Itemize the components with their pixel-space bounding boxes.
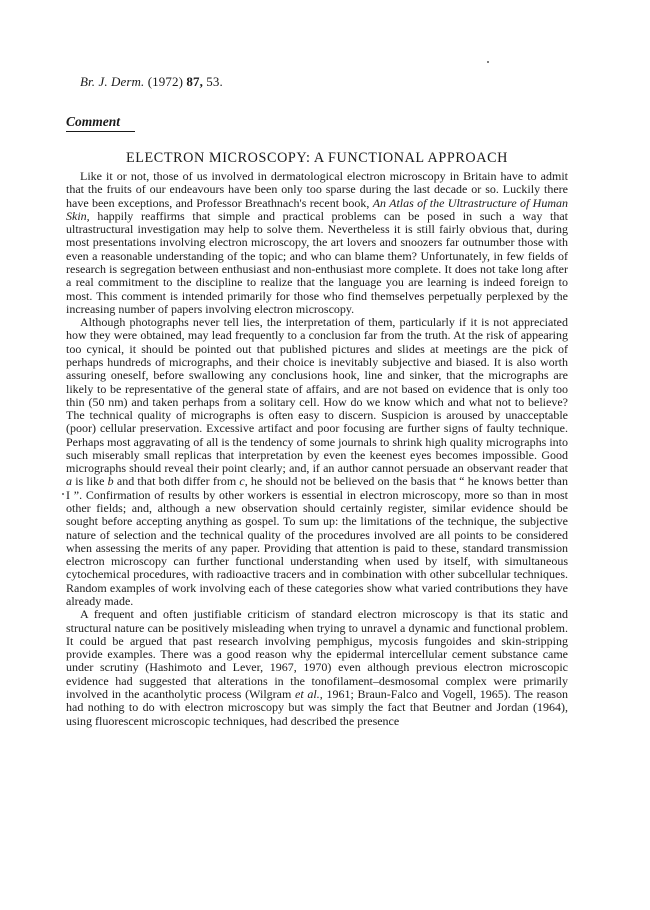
journal-abbrev: Br. J. Derm. (80, 74, 145, 89)
variable-b: b (107, 474, 114, 489)
article-body (66, 170, 568, 728)
section-label: Comment (66, 114, 121, 129)
speck-mark (487, 61, 489, 63)
citation-page: 53. (206, 74, 223, 89)
variable-a: a (66, 474, 72, 489)
paragraph-text: A frequent and often justifiable criticism of standard electron microscopy is that its static and structural nature can be positively misleading when trying to unravel a dynamic and functional problem. It could be argued that past research involving pemphigus, mycosis fungoides and skin-stripping provide examples. There was a good reason why the epidermal intercellular cement substance came under scrutiny (Hashimoto and Lever, 1967, 1970) even although previous electron microscopic evidence had suggested that alterations in the tonofilament–desmosomal complex were primarily involved in the acantholytic process (Wilgram (66, 607, 568, 701)
citation-volume: 87, (186, 74, 203, 89)
paragraph-text: Although photographs never tell lies, the interpretation of them, particularly if it is not appreciated how they were obtained, may lead frequently to a conclusion far from the truth. At the risk of appearing too cynical, it should be pointed out that published pictures and slides at meetings are the pick of perhaps hundreds of micrographs, and their choice is inevitably subjective and biased. It is also worth assuring oneself, before swallowing any conclusions hook, line and sinker, that the micrographs are likely to be representative of the general state of affairs, and are not based on evidence that is only too thin (50 nm) and taken perhaps from a solitary cell. How do we know which and what not to believe? The technical quality of micrographs is often easy to discern. Suspicion is aroused by unacceptable (poor) cellular preservation. Excessive artifact and poor focusing are further signs of faulty technique. Perhaps most aggravating of all is the tendency of some journals to shrink high quality micrographs into such miserably small replicas that interpretation by even the keenest eyes becomes impossible. Good micrographs should reveal their point clearly; and, if an author cannot persuade an observant reader that (66, 315, 568, 476)
paragraph-text: happily reaffirms that simple and practical problems can be posed in such a way that ultrastructural investigation may help to solve them. Nevertheless it is still fairly obvious that, during most presentations involving electron microscopy, the art lovers and snoozers far outnumber those with even a reasonable understanding of the topic; and who can blame them? Unfortunately, in few fields of research is segregation between enthusiast and non-enthusiast more complete. It does not take long after a real commitment to the discipline to realize that the language you are learning is indeed foreign to most. This comment is intended primarily for those who find themselves perpetually perplexed by the increasing number of papers involving electron microscopy. (66, 208, 568, 316)
paragraph-text: , he should not be believed on the basis that “ he knows better than I ”. Confirmation of results by other workers is essential in electron microscopy, more so than in most other fields; and, although a new observation should certainly register, similar evidence should be sought before accepting anything as gospel. To sum up: the limitations of the technique, the subjective nature of selection and the technical quality of the procedures involved are all points to be considered when assessing the merits of any paper. Providing that attention is paid to these, standard transmission electron microscopy can further functional understanding when used by itself, with simultaneous cytochemical procedures, with radioactive tracers and in combination with other subcellular techniques. Random examples of work involving each of these categories show what varied contributions they have already made. (66, 474, 568, 608)
paragraph-2 (66, 316, 568, 608)
section-underline (66, 131, 135, 132)
book-title: An Atlas of the Ultrastructure of Human Skin, (66, 195, 568, 223)
journal-citation (80, 74, 223, 90)
paragraph-text: and that both differ from (113, 474, 240, 489)
et-al: et al. (295, 686, 320, 701)
paragraph-text: , 1961; Braun-Falco and Vogell, 1965). The reason had nothing to do with electron microscopy but was simply the fact that Beutner and Jordan (1964), using fluorescent microscopic techniques, had described the presence (66, 686, 568, 728)
paragraph-3 (66, 608, 568, 728)
paragraph-1 (66, 170, 568, 316)
article-title: ELECTRON MICROSCOPY: A FUNCTIONAL APPROACH (125, 150, 509, 166)
variable-c: c (239, 474, 245, 489)
speck-mark (62, 493, 64, 495)
paragraph-text: Like it or not, those of us involved in dermatological electron microscopy in Britain have to admit that the fruits of our endeavours have been only too sparse during the last decade or so. Luckily there have been exceptions, and Professor Breathnach's recent book, (66, 169, 568, 210)
citation-year: (1972) (147, 74, 184, 89)
paragraph-text: is like (72, 474, 108, 489)
